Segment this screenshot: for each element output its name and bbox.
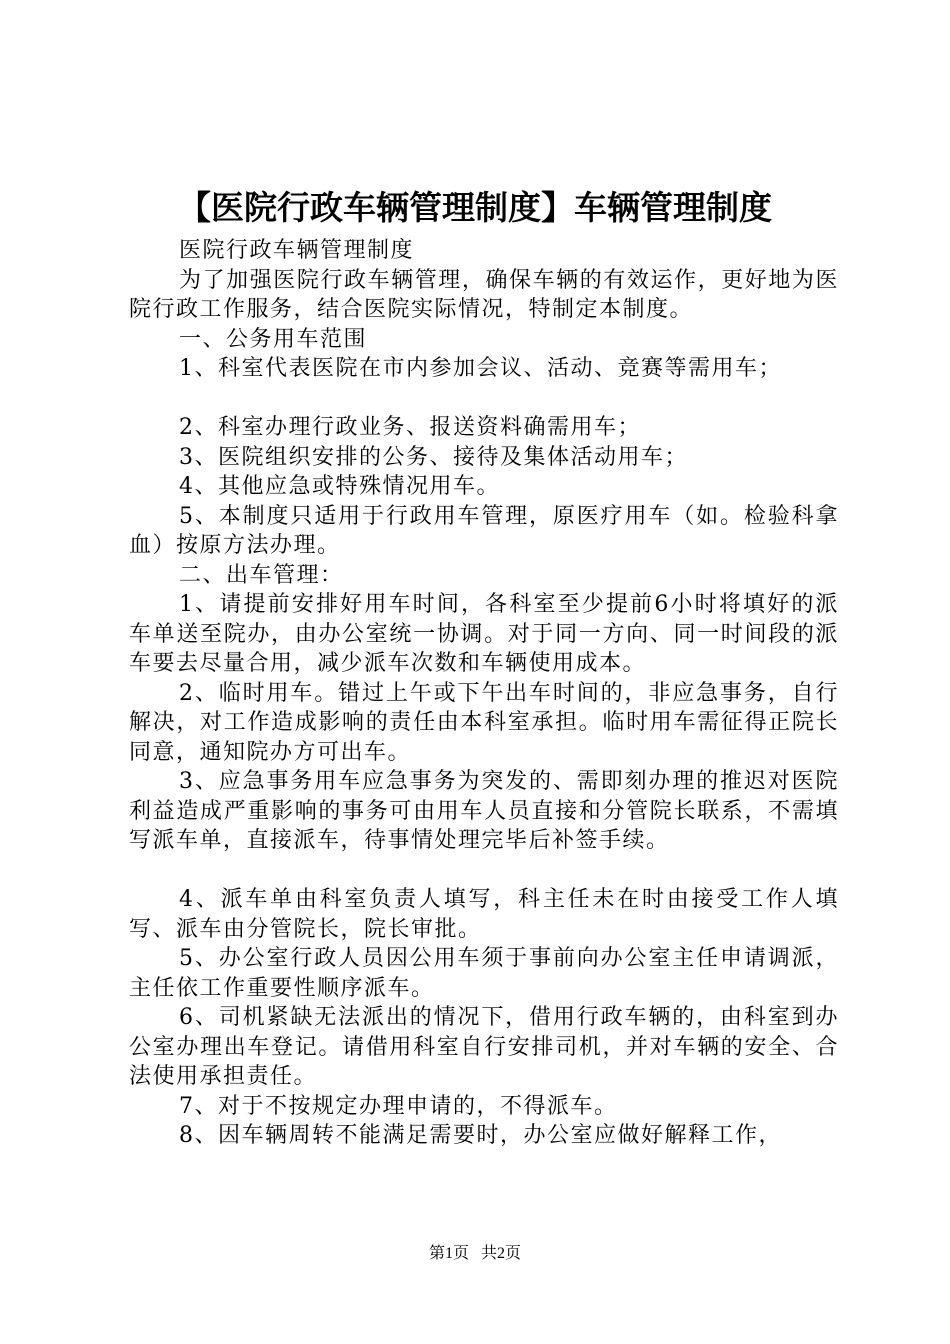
paragraph-scope-1: 1、科室代表医院在市内参加会议、活动、竞赛等需用车； xyxy=(179,356,782,381)
paragraph-scope-4: 4、其他应急或特殊情况用车。 xyxy=(179,474,500,499)
paragraph-scope-3: 3、医院组织安排的公务、接待及集体活动用车； xyxy=(179,444,688,470)
document-body xyxy=(129,236,839,1151)
section-heading-dispatch: 二、出车管理： xyxy=(179,562,344,588)
paragraph-dispatch-1: 1、请提前安排好用车时间，各科室至少提前6小时将填好的派车单送至院办，由办公室统一协调。对于同一方向、同一时间段的派车要去尽量合用，减少派车次数和车辆使用成本。 xyxy=(129,592,839,676)
paragraph-dispatch-4: 4、派车单由科室负责人填写，科主任未在时由接受工作人填写、派车由分管院长，院长审批。 xyxy=(129,887,839,942)
paragraph-dispatch-2: 2、临时用车。错过上午或下午出车时间的，非应急事务，自行解决，对工作造成影响的责任由本科室承担。临时用车需征得正院长同意，通知院办方可出车。 xyxy=(129,680,839,765)
paragraph-dispatch-3: 3、应急事务用车应急事务为突发的、需即刻办理的推迟对医院利益造成严重影响的事务可由用车人员直接和分管院长联系，不需填写派车单，直接派车，待事情处理完毕后补签手续。 xyxy=(129,769,839,853)
page-total: 共2页 xyxy=(481,1245,522,1262)
page-footer xyxy=(0,1244,950,1264)
paragraph-intro: 为了加强医院行政车辆管理，确保车辆的有效运作，更好地为医院行政工作服务，结合医院实际情况，特制定本制度。 xyxy=(129,267,839,322)
paragraph-dispatch-5: 5、办公室行政人员因公用车须于事前向办公室主任申请调派，主任依工作重要性顺序派车。 xyxy=(129,946,839,1001)
document-title: 【医院行政车辆管理制度】车辆管理制度 xyxy=(178,188,772,227)
page-number: 第1页 xyxy=(428,1245,469,1262)
paragraph-dispatch-6: 6、司机紧缺无法派出的情况下，借用行政车辆的，由科室到办公室办理出车登记。请借用科室自行安排司机，并对车辆的安全、合法使用承担责任。 xyxy=(129,1005,839,1089)
paragraph-subtitle: 医院行政车辆管理制度 xyxy=(179,238,415,263)
paragraph-dispatch-7: 7、对于不按规定办理申请的，不得派车。 xyxy=(179,1093,618,1119)
section-heading-scope: 一、公务用车范围 xyxy=(179,326,368,352)
paragraph-scope-5: 5、本制度只适用于行政用车管理，原医疗用车（如。检验科拿血）按原方法办理。 xyxy=(129,503,839,558)
paragraph-dispatch-8: 8、因车辆周转不能满足需要时，办公室应做好解释工作， xyxy=(179,1123,782,1148)
paragraph-scope-2: 2、科室办理行政业务、报送资料确需用车； xyxy=(179,415,641,440)
